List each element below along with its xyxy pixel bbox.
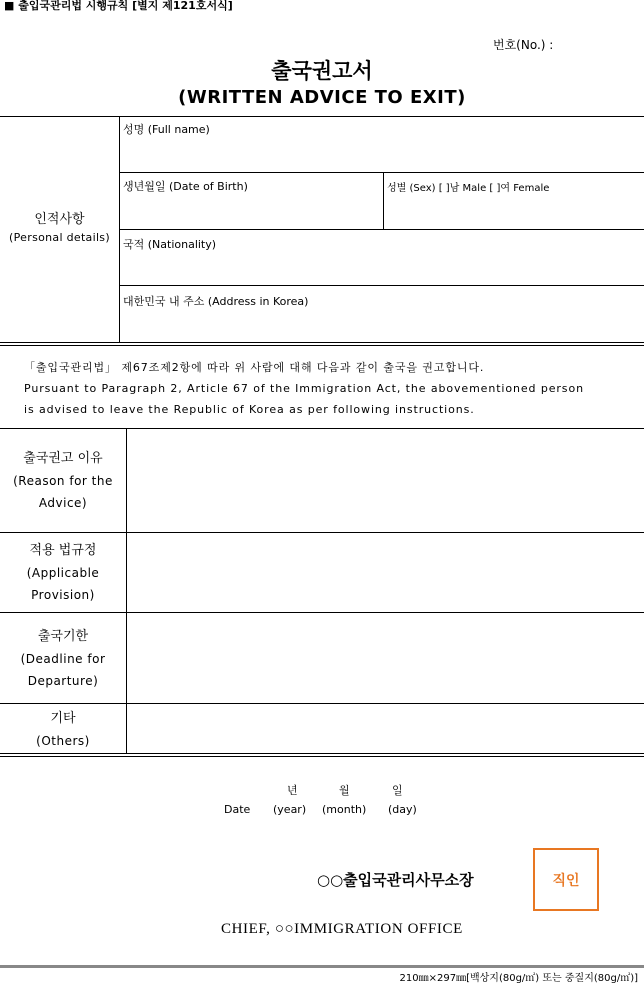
date-label: Date [224, 803, 251, 816]
nationality-field-label: 국적 (Nationality) [123, 238, 217, 251]
date-month-ko: 월 [339, 784, 350, 797]
full-name-field-label: 성명 (Full name) [123, 123, 210, 136]
others-row-label: 기타 (Others) [36, 711, 90, 748]
advice-statement: 「출입국관리법」 제67조제2항에 따라 위 사람에 대해 다음과 같이 출국을 권고합니다. Pursuant to Paragraph 2, Article 67 of the Immigration Act, the abovementioned person is advised to leave the Republic of Korea as per following instructions. [24, 361, 584, 416]
deadline-row-label: 출국기한 (Deadline for Departure) [20, 629, 106, 688]
form-reference-note: ■ 출입국관리법 시행규칙 [별지 제121호서식] [4, 0, 233, 12]
applicable-provision-row-label: 적용 법규정 (Applicable Provision) [26, 543, 100, 602]
office-chief-korean: ○○출입국관리사무소장 [317, 871, 474, 889]
date-month-en: (month) [322, 803, 367, 816]
date-of-birth-field-label: 생년월일 (Date of Birth) [123, 180, 248, 193]
personal-details-label: 인적사항 (Personal details) [9, 212, 110, 244]
address-field-label: 대한민국 내 주소 (Address in Korea) [123, 295, 309, 308]
date-year-en: (year) [273, 803, 307, 816]
sex-field-label: 성별 (Sex) [ ]남 Male [ ]여 Female [387, 183, 550, 194]
date-year-ko: 년 [287, 784, 298, 797]
date-day-ko: 일 [392, 784, 403, 797]
title-korean: 출국권고서 [271, 59, 373, 83]
office-chief-english: CHIEF, ○○IMMIGRATION OFFICE [221, 921, 463, 937]
document-number-label: 번호(No.) : [493, 38, 554, 52]
title-english: (WRITTEN ADVICE TO EXIT) [178, 87, 466, 108]
official-seal [533, 848, 599, 911]
paper-spec-footer: 210㎜×297㎜[백상지(80g/㎡) 또는 중질지(80g/㎡)] [399, 973, 638, 984]
reason-row-label: 출국권고 이유 (Reason for the Advice) [13, 451, 113, 510]
date-day-en: (day) [388, 803, 417, 816]
official-seal-text: 직인 [552, 872, 580, 889]
